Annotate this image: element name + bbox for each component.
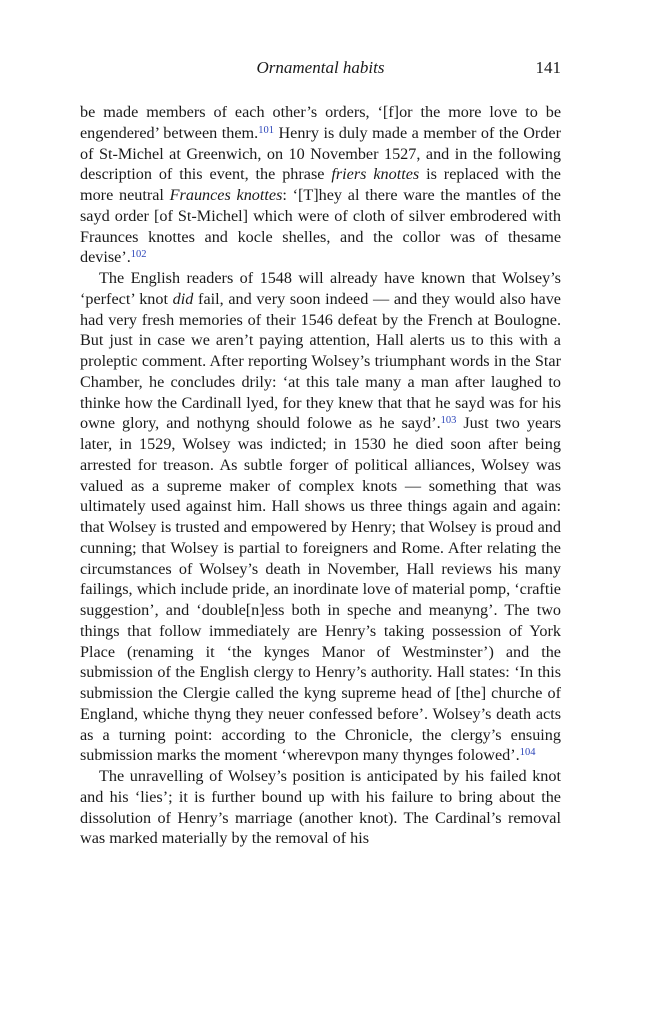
text-run: Just two years later, in 1529, Wolsey was indicted; in 1530 he died soon after being arrested for treason. As subtle forger of political alliances, Wolsey was valued as a supreme maker of complex knots — something that was ultimately used against him. Hall shows us three things again and again: that Wolsey is trusted and empowered by Henry; that Wolsey is proud and cunning; that Wolsey is partial to foreigners and Rome. After relating the circumstances of Wolsey’s death in November, Hall reviews his many failings, which include pride, an inordinate love of material pomp, ‘craftie suggestion’, and ‘double[n]ess both in speche and meanyng’. The two things that follow immediately are Henry’s taking possession of York Place (renaming it ‘the kynges Manor of Westminster’) and the submission of the English clergy to Henry’s authority. Hall states: ‘In this submission the Clergie called the kyng supreme head of [the] churche of England, whiche thyng they neuer confessed before’. Wolsey’s death acts as a turning point: according to the Chronicle, the clergy’s ensuing submission marks the moment ‘wherevpon many thynges folowed’. — [80, 414, 562, 765]
text-run: is replaced with the more neutral — [80, 165, 561, 204]
page-number: 141 — [535, 58, 561, 77]
footnote-marker-101[interactable]: 101 — [258, 124, 274, 136]
text-run: The unravelling of Wolsey’s position is anticipated by his failed knot and his ‘lies’; it is further bound up with his failure to bring about the dissolution of Henry’s marriage (another knot). The Cardinal’s removal was marked materially by the removal of his — [80, 767, 561, 848]
paragraph-1 — [80, 102, 561, 268]
paragraph-2 — [80, 268, 561, 766]
footnote-marker-104[interactable]: 104 — [519, 747, 536, 759]
text-run: be made members of each other’s orders, ‘[f]or the more love to be engendered’ between them. — [80, 103, 561, 142]
footnote-marker-102[interactable]: 102 — [130, 249, 147, 261]
running-title: Ornamental habits — [256, 58, 385, 77]
paragraph-3 — [80, 766, 561, 849]
italic-phrase: friers knottes — [331, 165, 420, 184]
italic-phrase: Fraunces knottes — [169, 186, 283, 204]
text-run: fail, and very soon indeed — and they would also have had very fresh memories of their 1546 defeat by the French at Boulogne. But just in case we aren’t paying attention, Hall alerts us to this with a proleptic comment. After reporting Wolsey’s triumphant words in the Star Chamber, he concludes drily: ‘at this tale many a man after laughed to thinke how the Cardinall lyed, for they knew that that he sayd was for his owne glory, and nothyng should folowe as he sayd’. — [80, 289, 561, 433]
text-run: : ‘[T]hey al there ware the mantles of the sayd order [of St-Michel] which were of cloth of silver embrodered with Fraunces knottes and kocle shelles, and the collor was of thesame devise’. — [80, 186, 561, 267]
text-run: Henry is duly made a member of the Order of St-Michel at Greenwich, on 10 November 1527, and in the following description of this event, the phrase — [80, 123, 561, 184]
text-run: The English readers of 1548 will already have known that Wolsey’s ‘perfect’ knot — [80, 269, 561, 308]
italic-phrase: did — [172, 289, 194, 308]
body-text — [80, 102, 561, 849]
footnote-marker-103[interactable]: 103 — [440, 415, 457, 427]
running-head — [80, 58, 561, 86]
